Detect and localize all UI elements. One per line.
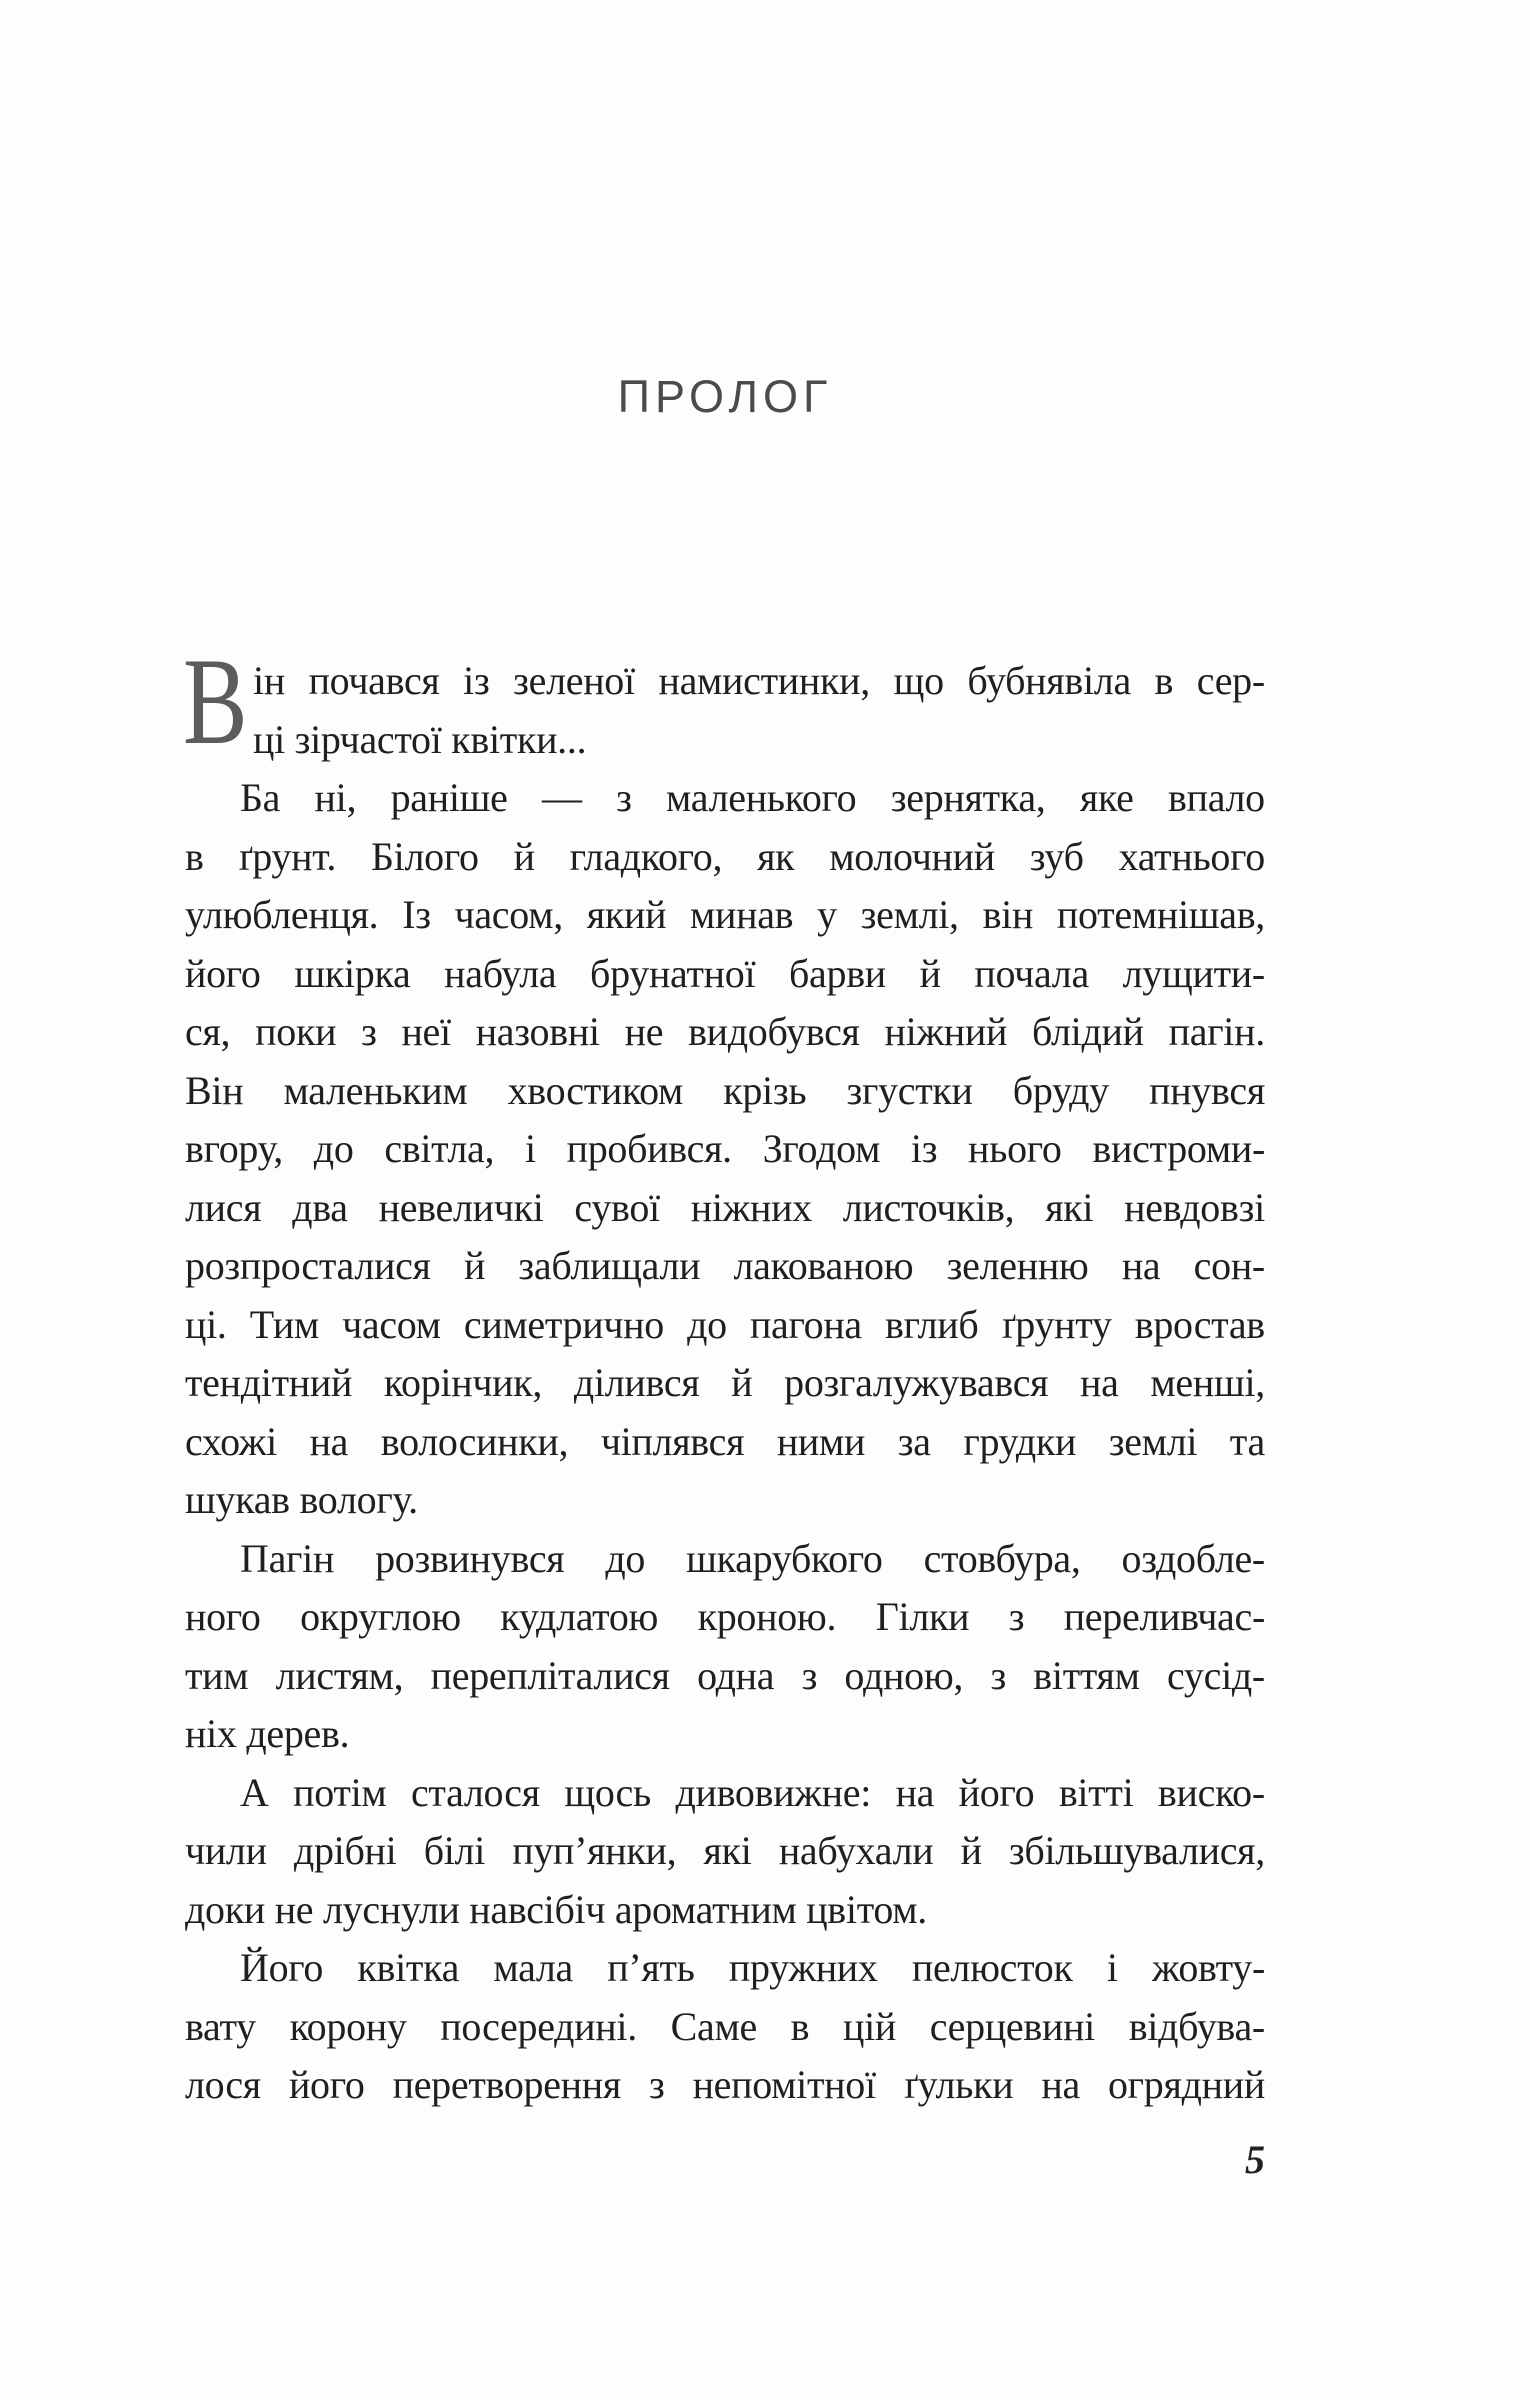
word: ного	[185, 1594, 261, 1639]
word: часом,	[454, 892, 563, 937]
word: волосинки,	[380, 1418, 569, 1464]
word: улюбленця.	[185, 892, 379, 937]
word: стовбура,	[923, 1535, 1081, 1581]
word: землі	[1108, 1418, 1198, 1464]
word: менші,	[1150, 1360, 1265, 1405]
word: й	[513, 833, 535, 879]
word: симетрично	[463, 1301, 664, 1347]
text-line: доки не луснули навсібіч ароматним цвітом.	[185, 1886, 928, 1932]
word: минав	[690, 892, 794, 937]
word: цій	[842, 2003, 896, 2049]
word: листям,	[275, 1652, 404, 1698]
text-line	[185, 1822, 1265, 1881]
word: і	[524, 1126, 536, 1171]
word: Він	[185, 1067, 244, 1113]
text-line	[185, 1237, 1265, 1296]
text-line	[185, 2056, 1265, 2115]
word: бруду	[1012, 1067, 1109, 1113]
word: корінчик,	[383, 1360, 543, 1405]
word: пелюсток	[911, 1945, 1073, 1990]
word: до	[313, 1126, 354, 1171]
word: згустки	[846, 1067, 973, 1113]
word: набухали	[778, 1828, 934, 1873]
word: бубнявіла	[967, 658, 1131, 703]
text-line	[185, 1296, 1265, 1355]
word: на	[309, 1418, 349, 1464]
word: Ба	[240, 775, 281, 820]
word: кроною.	[697, 1594, 837, 1639]
word: за	[897, 1418, 931, 1464]
text-line	[185, 1003, 1265, 1062]
word: набула	[444, 950, 557, 996]
word: які	[703, 1828, 752, 1873]
word: зеленої	[513, 658, 635, 703]
text-line: шукав вологу.	[185, 1477, 418, 1522]
word: Білого	[371, 833, 479, 879]
word: на	[1041, 2062, 1080, 2107]
word: брунатної	[590, 950, 756, 996]
word: сон-	[1193, 1243, 1265, 1288]
text-line	[185, 1939, 1265, 1998]
word: виско-	[1157, 1769, 1265, 1815]
word: Із	[402, 892, 431, 937]
word: почала	[974, 950, 1089, 996]
word: щось	[564, 1769, 651, 1815]
word: огрядний	[1107, 2062, 1265, 2107]
word: ся,	[185, 1009, 231, 1054]
text-line	[185, 1764, 1265, 1823]
text-line	[185, 886, 1265, 945]
word: на	[895, 1769, 935, 1815]
word: округлою	[300, 1594, 461, 1639]
word: землі,	[860, 892, 959, 937]
word: перетворення	[392, 2062, 621, 2107]
word: на	[1080, 1360, 1119, 1405]
word: вату	[185, 2003, 256, 2049]
text-line	[185, 1179, 1265, 1238]
word: кудлатою	[500, 1594, 659, 1639]
word: сер-	[1196, 658, 1265, 703]
word: в	[1154, 658, 1174, 703]
word: ними	[776, 1418, 866, 1464]
word: вітті	[1058, 1769, 1134, 1815]
drop-cap: В	[183, 633, 248, 770]
word: й	[731, 1360, 753, 1405]
word: і	[1106, 1945, 1118, 1990]
word: маленького	[666, 775, 857, 820]
word: квітка	[357, 1945, 460, 1990]
word: блідий	[1031, 1009, 1144, 1054]
word: дрібні	[293, 1828, 397, 1873]
word: почався	[308, 658, 440, 703]
text-line	[185, 652, 1265, 711]
word: до	[687, 1301, 727, 1347]
word: на	[1121, 1243, 1161, 1288]
word: ділився	[573, 1360, 700, 1405]
word: листочків,	[842, 1184, 1015, 1230]
word: пагін.	[1168, 1009, 1265, 1054]
word: у	[817, 892, 837, 937]
word: потім	[293, 1769, 387, 1815]
word: заблищали	[518, 1243, 701, 1288]
word: шкірка	[294, 950, 411, 996]
word: із	[463, 658, 490, 703]
word: чили	[185, 1828, 267, 1873]
word: намистинки,	[658, 658, 870, 703]
text-line	[185, 1062, 1265, 1121]
word: —	[542, 775, 582, 820]
word: відбува-	[1128, 2003, 1265, 2049]
word: гладкого,	[569, 833, 723, 879]
word: маленьким	[283, 1067, 468, 1113]
word: крізь	[723, 1067, 807, 1113]
word: схожі	[185, 1418, 277, 1464]
word: ніжний	[884, 1009, 1008, 1054]
word: сталося	[410, 1769, 540, 1815]
word: Гілки	[875, 1594, 970, 1639]
word: посередині.	[440, 2003, 637, 2049]
word: ці.	[185, 1301, 227, 1347]
word: з	[616, 775, 632, 820]
word: з	[801, 1652, 818, 1698]
word: світла,	[384, 1126, 495, 1171]
word: та	[1229, 1418, 1265, 1464]
word: в	[790, 2003, 810, 2049]
word: що	[893, 658, 944, 703]
word: з	[1008, 1594, 1025, 1639]
word: ін	[253, 658, 285, 703]
text-line	[185, 1998, 1265, 2057]
word: Його	[240, 1945, 324, 1990]
word: молочний	[829, 833, 995, 879]
word: зуб	[1029, 833, 1084, 879]
word: Пагін	[240, 1535, 335, 1581]
word: непомітної	[692, 2062, 876, 2107]
page-title: ПРОЛОГ	[617, 371, 833, 422]
text-line	[185, 1120, 1265, 1179]
word: шкарубкого	[686, 1535, 883, 1581]
word: невеличкі	[378, 1184, 544, 1230]
text-line	[185, 1530, 1265, 1589]
text-line	[185, 945, 1265, 1004]
word: який	[586, 892, 667, 937]
word: пагона	[749, 1301, 862, 1347]
text-line: ніх дерев.	[185, 1711, 350, 1756]
word: поки	[255, 1009, 337, 1054]
text-line	[185, 769, 1265, 828]
word: перепліталися	[430, 1652, 670, 1698]
word: сувої	[574, 1184, 660, 1230]
word: його	[185, 950, 261, 996]
word: ґрунту	[1001, 1301, 1112, 1347]
text-line	[185, 1413, 1265, 1472]
word: Саме	[670, 2003, 757, 2049]
word: з	[361, 1009, 377, 1054]
page-number: 5	[1245, 2137, 1265, 2182]
word: барви	[788, 950, 886, 996]
word: сусід-	[1166, 1652, 1265, 1698]
word: видобувся	[688, 1009, 860, 1054]
word: А	[240, 1769, 269, 1815]
word: ні,	[314, 775, 357, 820]
word: часом	[342, 1301, 441, 1347]
word: хатнього	[1118, 833, 1265, 879]
word: як	[757, 833, 795, 879]
word: впало	[1168, 775, 1265, 820]
text-body	[185, 652, 1265, 2115]
word: потемнішав,	[1056, 892, 1265, 937]
word: Тим	[249, 1301, 319, 1347]
word: ґрунт.	[238, 833, 337, 879]
word: серцевині	[929, 2003, 1095, 2049]
word: мала	[493, 1945, 574, 1990]
word: нього	[968, 1126, 1062, 1171]
word: лися	[185, 1184, 262, 1230]
word: Згодом	[762, 1126, 881, 1171]
word: розпросталися	[185, 1243, 431, 1288]
word: вгору,	[185, 1126, 283, 1171]
word: із	[910, 1126, 938, 1171]
word: тендітний	[185, 1360, 353, 1405]
word: переливчас-	[1063, 1594, 1265, 1639]
word: корону	[289, 2003, 407, 2049]
word: білі	[423, 1828, 486, 1873]
word: зернятка,	[890, 775, 1046, 820]
word: розгалужувався	[784, 1360, 1049, 1405]
word: вглиб	[884, 1301, 979, 1347]
word: які	[1045, 1184, 1094, 1230]
word: віттям	[1033, 1652, 1140, 1698]
word: лакованою	[733, 1243, 914, 1288]
word: оздобле-	[1121, 1535, 1265, 1581]
word: до	[605, 1535, 646, 1581]
word: чіплявся	[600, 1418, 745, 1464]
word: тим	[185, 1652, 249, 1698]
word: збільшувалися,	[1008, 1828, 1265, 1873]
word: жовту-	[1151, 1945, 1265, 1990]
text-line	[185, 828, 1265, 887]
word: вростав	[1134, 1301, 1265, 1347]
word: лущити-	[1122, 950, 1265, 996]
word: в	[185, 833, 204, 879]
word: з	[649, 2062, 665, 2107]
word: пуп’янки,	[512, 1828, 677, 1873]
word: одною,	[844, 1652, 964, 1698]
word: дивовижне:	[675, 1769, 872, 1815]
word: пружних	[728, 1945, 878, 1990]
word: й	[960, 1828, 982, 1873]
word: неї	[401, 1009, 451, 1054]
text-line	[185, 1588, 1265, 1647]
word: й	[919, 950, 941, 996]
word: й	[463, 1243, 486, 1288]
word: ніжних	[690, 1184, 812, 1230]
word: пробився.	[566, 1126, 732, 1171]
text-line: ці зірчастої квітки...	[253, 716, 587, 762]
text-line	[185, 1647, 1265, 1706]
word: раніше	[390, 775, 508, 820]
word: з	[990, 1652, 1006, 1698]
word: п’ять	[607, 1945, 695, 1990]
word: два	[292, 1184, 348, 1230]
word: яке	[1079, 775, 1134, 820]
word: одна	[697, 1652, 775, 1698]
word: невдовзі	[1124, 1184, 1265, 1230]
word: лося	[185, 2062, 261, 2107]
text-line	[185, 1354, 1265, 1413]
word: вистроми-	[1092, 1126, 1265, 1171]
word: його	[288, 2062, 365, 2107]
word: не	[624, 1009, 664, 1054]
word: розвинувся	[375, 1535, 565, 1581]
word: хвостиком	[507, 1067, 684, 1113]
word: зеленню	[946, 1243, 1089, 1288]
word: назовні	[475, 1009, 600, 1054]
word: він	[982, 892, 1034, 937]
word: ґульки	[903, 2062, 1014, 2107]
word: його	[958, 1769, 1035, 1815]
word: пнувся	[1149, 1067, 1265, 1113]
word: грудки	[963, 1418, 1077, 1464]
